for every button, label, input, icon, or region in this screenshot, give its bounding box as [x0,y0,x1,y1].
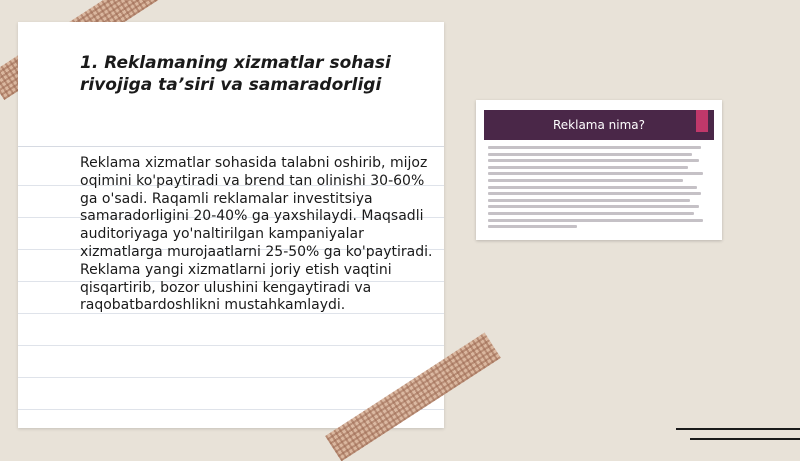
thumbnail-blurred-text [488,146,710,232]
paper-divider [18,146,444,147]
thumbnail-header-bar [484,110,714,140]
decorative-line [676,428,800,430]
decorative-line [690,438,800,440]
lined-paper-card [18,22,444,428]
slide-body-text: Reklama xizmatlar sohasida talabni oshirib, mijoz oqimini ko'paytiradi va brend tan olinishi 30-60% ga o'sadi. Raqamli reklamalar investitsiya samaradorligini 20-40% ga yaxshilaydi. Maqsadli auditoriyaga yo'naltirilgan kampaniyalar xizmatlarga murojaatlarni 25-50% ga ko'paytiradi. Reklama yangi xizmatlarni joriy etish vaqtini qisqartirib, bozor ulushini kengaytiradi va raqobatbardoshlikni mustahkamlaydi. [80,155,433,314]
embedded-slide-thumbnail [476,100,722,240]
thumbnail-title: Reklama nima? [552,118,646,132]
slide-title: 1. Reklamaning xizmatlar sohasi rivojiga ta’siri va samaradorligi [80,53,391,95]
